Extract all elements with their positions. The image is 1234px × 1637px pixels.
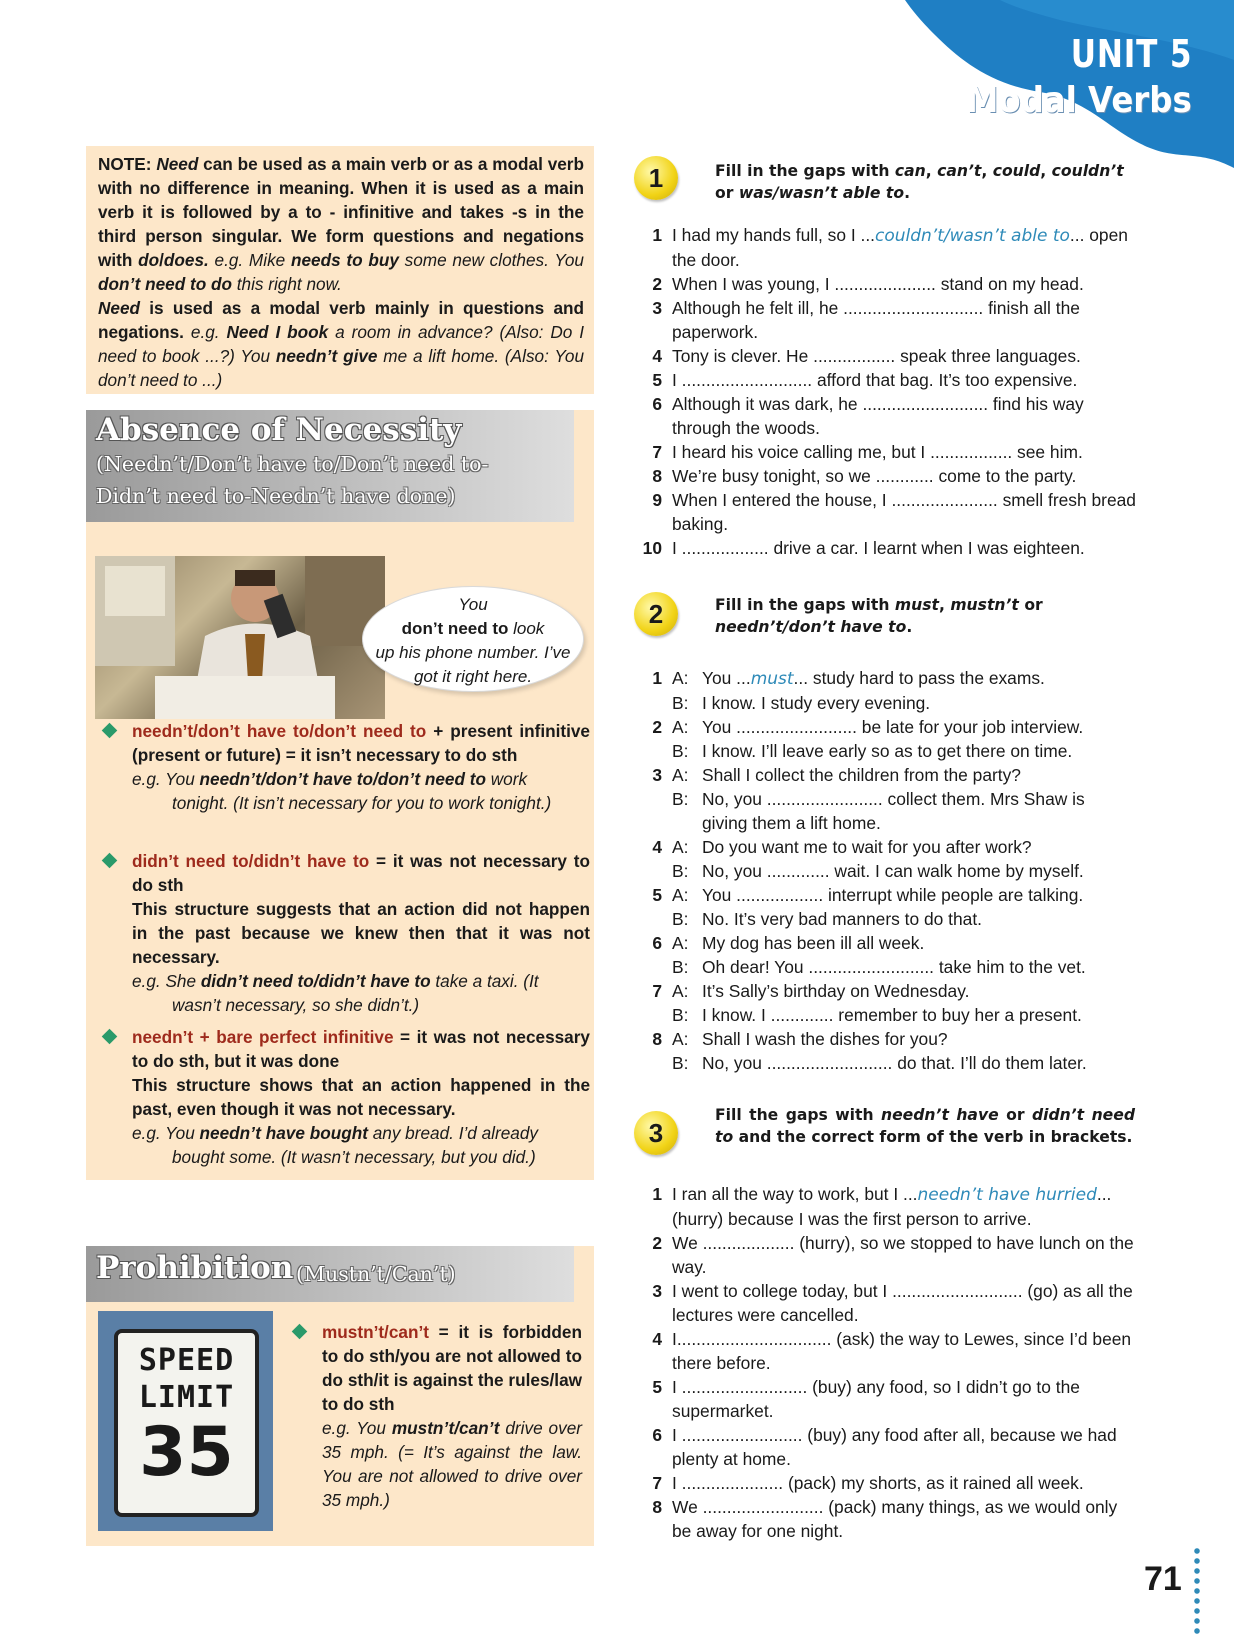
dialogue-text: Oh dear! You .......................... take him to the vet. [702,957,1086,977]
dialogue-line-a [640,1027,1140,1051]
dialogue-text: My dog has been ill all week. [702,933,925,953]
speed-limit-sign-image [98,1311,273,1531]
dialogue-line-a [640,835,1140,859]
item-number: 8 [652,466,662,486]
list-item [640,440,1140,464]
dialogue-text: Do you want me to wait for you after work? [702,837,1032,857]
dialogue-line-a [640,979,1140,1003]
item-number: 5 [652,1377,662,1397]
dialogue-line-b-cont [640,811,1140,835]
speaker-a: A: [672,765,689,785]
list-item [640,1279,1140,1327]
item-number: 4 [652,1329,662,1349]
bullet-diamond-icon [102,1029,118,1045]
item-number: 9 [652,490,662,510]
item-text: I went to college today, but I ........................... (go) as all the lectures were cancelled. [672,1281,1133,1325]
list-item [640,344,1140,368]
item-number: 2 [652,717,662,737]
note-text: NOTE: Need can be used as a main verb or as a modal verb with no difference in meaning. When it is used as a main verb it is followed by a to - infinitive and takes -s in the third person singular. We form questions and negations with do/does. e.g. Mike needs to buy some new clothes. You don’t need to do this right now. Need is used as a modal verb mainly in questions and negations. e.g. Need I book a room in advance? (Also: Do I need to book ...?) You needn’t give me a lift home. (Also: You don’t need to ...) [98,154,585,390]
dialogue-line-b [640,691,1140,715]
prohibition-subtitle: (Mustn’t/Can’t) [296,1262,456,1286]
item-answer: needn’t have hurried [917,1185,1097,1205]
exercise-3-badge: 3 [634,1111,678,1155]
item-number: 6 [652,1425,662,1445]
dialogue-text: You ......................... be late for your job interview. [702,717,1084,737]
list-item [640,1231,1140,1279]
item-text: I................................ (ask) the way to Lewes, since I’d been there before. [672,1329,1132,1373]
dialogue-line-a [640,715,1140,739]
dialogue-text: You .................. interrupt while people are talking. [702,885,1084,905]
list-item [640,368,1140,392]
exercise-1-instructions: Fill in the gaps with can, can’t, could, couldn’t or was/wasn’t able to. [715,162,1124,202]
dialogue-line-b [640,787,1140,811]
dialogue-text: You ... [702,668,751,688]
list-item [640,1375,1140,1423]
speaker-b: B: [672,693,689,713]
item-text: When I entered the house, I ...................... smell fresh bread baking. [672,490,1136,534]
item-number: 8 [652,1029,662,1049]
absence-subtitle-1: (Needn’t/Don’t have to/Don’t need to- [96,452,489,476]
list-item [640,272,1140,296]
list-item [640,464,1140,488]
speaker-a: A: [672,981,689,1001]
exercise-3-list [640,1182,1140,1543]
speaker-a: A: [672,933,689,953]
dialogue-text-cont: giving them a lift home. [702,813,881,833]
dialogue-line-b [640,739,1140,763]
item-text-cont: ... (hurry) because I was the first person to arrive. [672,1184,1112,1229]
exercise-2-instructions: Fill in the gaps with must, mustn’t or needn’t/don’t have to. [715,596,1043,636]
item-answer: must [750,669,794,689]
rule-mustn-t: mustn’t/can’t = it is forbidden to do sth/you are not allowed to do sth/it is against the rules/law to do sth e.g. You mustn’t/can’t drive over 35 mph. (= It’s against the law. You are not allowed to drive over 35 mph.) [294,1320,582,1512]
item-answer: couldn’t/wasn’t able to [875,226,1070,246]
speaker-b: B: [672,1053,689,1073]
dialogue-text: I know. I study every evening. [702,693,931,713]
rule-didn-t-need-to: didn’t need to/didn’t have to = it was not necessary to do sth This structure suggests that an action did not happen in the past because we knew then that it was not necessary. e.g. She didn’t need to/didn’t have to take a taxi. (It wasn’t necessary, so she didn’t.) [104,849,590,1017]
exercise-1-list [640,223,1140,560]
dialogue-text: No. It’s very bad manners to do that. [702,909,983,929]
dialogue-text: No, you .......................... do that. I’ll do them later. [702,1053,1087,1073]
list-item [640,1495,1140,1543]
item-number: 10 [642,538,662,558]
prohibition-title: Prohibition [96,1250,294,1286]
item-number: 7 [652,442,662,462]
item-number: 1 [652,668,662,688]
speech-bubble-text: You don’t need to look up his phone number. I’ve got it right here. [375,595,571,686]
speaker-a: A: [672,885,689,905]
list-item [640,1471,1140,1495]
page-number: 71 [1144,1560,1182,1598]
speech-bubble [362,586,584,692]
item-text: I .......................... (buy) any food, so I didn’t go to the supermarket. [672,1377,1080,1421]
dialogue-line-b [640,859,1140,883]
item-number: 7 [652,1473,662,1493]
dialogue-line-b [640,907,1140,931]
speaker-a: A: [672,837,689,857]
item-number: 1 [652,1184,662,1204]
speaker-b: B: [672,789,689,809]
list-item [640,1423,1140,1471]
office-worker-photo [95,556,385,719]
dialogue-text-cont: ... study hard to pass the exams. [793,668,1045,688]
item-text: I ..................... (pack) my shorts, as it rained all week. [672,1473,1084,1493]
dialogue-line-a [640,931,1140,955]
exercise-2-badge: 2 [634,592,678,636]
dialogue-text: No, you ........................ collect them. Mrs Shaw is [702,789,1085,809]
item-text-cont: ... open the door. [672,225,1128,270]
list-item [640,488,1140,536]
item-number: 6 [652,933,662,953]
list-item [640,223,1140,272]
speed-limit-sign: SPEED LIMIT 35 [114,1329,259,1517]
dialogue-text: Shall I collect the children from the party? [702,765,1021,785]
item-text: Although he felt ill, he ............................. finish all the paperwork. [672,298,1080,342]
photo-illustration [95,556,385,719]
list-item [640,1327,1140,1375]
list-item [640,1182,1140,1231]
item-number: 8 [652,1497,662,1517]
item-number: 2 [652,1233,662,1253]
dialogue-text: No, you ............. wait. I can walk home by myself. [702,861,1084,881]
item-number: 6 [652,394,662,414]
speaker-a: A: [672,1029,689,1049]
item-number: 3 [652,1281,662,1301]
item-text: I .................. drive a car. I learnt when I was eighteen. [672,538,1085,558]
item-number: 4 [652,837,662,857]
exercise-1-badge: 1 [634,156,678,200]
bullet-diamond-icon [102,723,118,739]
dialogue-line-a [640,666,1140,691]
dialogue-text: It’s Sally’s birthday on Wednesday. [702,981,970,1001]
speaker-b: B: [672,909,689,929]
bullet-diamond-icon [102,853,118,869]
item-number: 1 [652,225,662,245]
speaker-b: B: [672,957,689,977]
absence-subtitle-2: Didn’t need to-Needn’t have done) [96,484,456,508]
item-text: We ................... (hurry), so we stopped to have lunch on the way. [672,1233,1134,1277]
item-text: We ......................... (pack) many things, as we would only be away for one night. [672,1497,1118,1541]
rule-needn-t-have-done: needn’t + bare perfect infinitive = it was not necessary to do sth, but it was done This structure shows that an action happened in the past, even though it was not necessary. e.g. You needn’t have bought any bread. I’d already bought some. (It wasn’t necessary, but you did.) [104,1025,590,1169]
list-item [640,392,1140,440]
item-text: I had my hands full, so I ... [672,225,875,245]
absence-title: Absence of Necessity [96,412,462,448]
item-text: We’re busy tonight, so we ............ come to the party. [672,466,1077,486]
speaker-b: B: [672,1005,689,1025]
note-box [86,146,594,394]
dialogue-text: Shall I wash the dishes for you? [702,1029,948,1049]
item-text: Tony is clever. He ................. speak three languages. [672,346,1081,366]
item-number: 5 [652,885,662,905]
dialogue-text: I know. I’ll leave early so as to get there on time. [702,741,1073,761]
speaker-a: A: [672,668,689,688]
page-dots-decoration [1194,1546,1200,1636]
dialogue-line-a [640,763,1140,787]
speaker-b: B: [672,741,689,761]
item-text: I ran all the way to work, but I ... [672,1184,918,1204]
dialogue-text: I know. I ............. remember to buy her a present. [702,1005,1082,1025]
exercise-2-list [640,666,1140,1075]
dialogue-line-b [640,1051,1140,1075]
unit-title: Modal Verbs [966,80,1192,121]
speaker-b: B: [672,861,689,881]
item-text: I heard his voice calling me, but I ................. see him. [672,442,1083,462]
item-text: Although it was dark, he .......................... find his way through the woods. [672,394,1084,438]
item-number: 3 [652,298,662,318]
dialogue-line-b [640,1003,1140,1027]
item-number: 2 [652,274,662,294]
item-number: 5 [652,370,662,390]
dialogue-line-a [640,883,1140,907]
list-item [640,536,1140,560]
item-text: I ......................... (buy) any food after all, because we had plenty at home. [672,1425,1117,1469]
item-number: 3 [652,765,662,785]
list-item [640,296,1140,344]
unit-label: UNIT 5 [1070,32,1192,76]
item-text: I ........................... afford that bag. It’s too expensive. [672,370,1078,390]
rule-needn-t: needn’t/don’t have to/don’t need to + present infinitive (present or future) = it isn’t necessary to do sth e.g. You needn’t/don’t have to/don’t need to work tonight. (It isn’t necessary for you to work tonight.) [104,719,590,815]
dialogue-line-b [640,955,1140,979]
item-number: 7 [652,981,662,1001]
speaker-a: A: [672,717,689,737]
bullet-diamond-icon [292,1324,308,1340]
item-number: 4 [652,346,662,366]
exercise-3-instructions: Fill the gaps with needn’t have or didn’t need to and the correct form of the verb in brackets. [715,1106,1135,1146]
item-text: When I was young, I ..................... stand on my head. [672,274,1084,294]
